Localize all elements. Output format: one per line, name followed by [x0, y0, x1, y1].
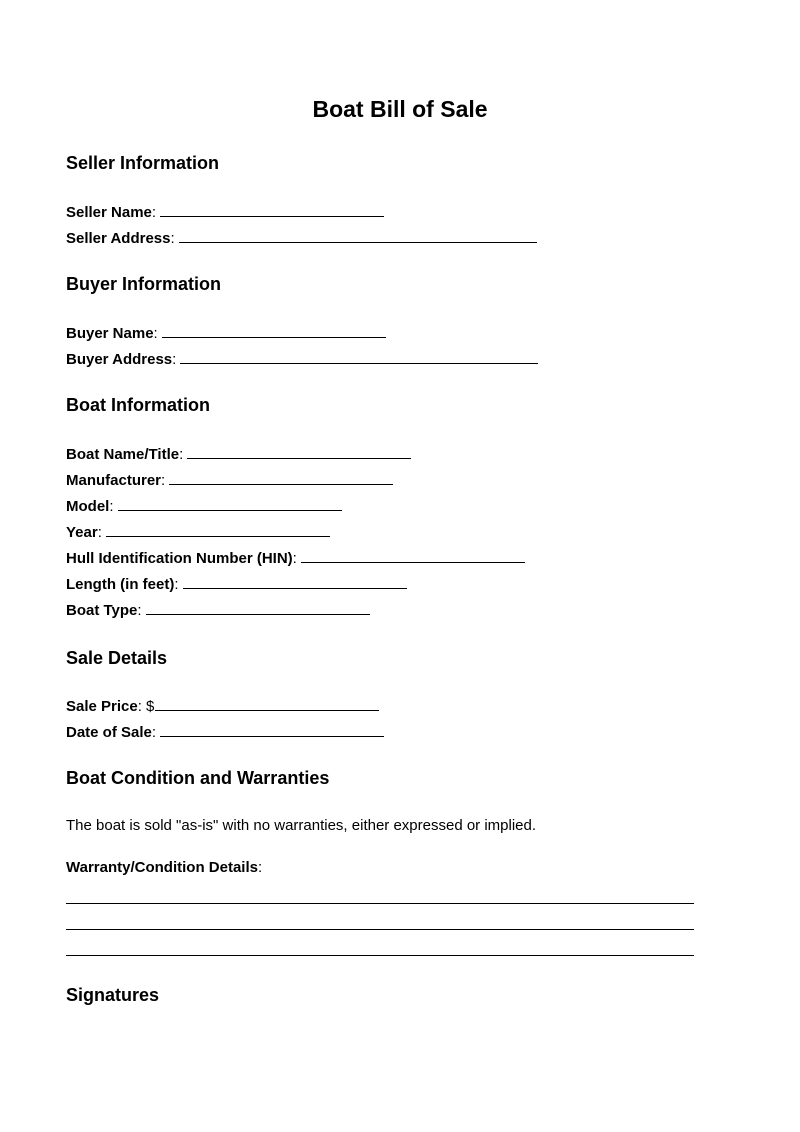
- boat-section-heading: Boat Information: [66, 395, 210, 415]
- seller-name-label: Seller Name: [66, 204, 152, 221]
- sale-price-prefix: : $: [137, 698, 155, 715]
- year-field[interactable]: [106, 521, 330, 537]
- warranty-details-colon: :: [257, 859, 263, 876]
- hin-row: [66, 547, 525, 569]
- sale-price-label: Sale Price: [66, 698, 138, 715]
- condition-section-heading: Boat Condition and Warranties: [66, 768, 330, 788]
- boat-name-field[interactable]: [187, 443, 411, 459]
- manufacturer-label: Manufacturer: [66, 472, 162, 489]
- boat-name-row: [66, 443, 411, 465]
- sale-price-field[interactable]: [155, 695, 379, 711]
- boat-name-label: Boat Name/Title: [66, 446, 180, 463]
- seller-name-row: [66, 201, 384, 223]
- model-label: Model: [66, 498, 110, 515]
- hin-field[interactable]: [301, 547, 525, 563]
- model-colon: :: [109, 498, 114, 515]
- length-colon: :: [174, 576, 179, 593]
- buyer-name-field[interactable]: [162, 322, 386, 338]
- warranty-details-line[interactable]: [66, 903, 694, 904]
- boat-name-colon: :: [179, 446, 184, 463]
- sale-date-label: Date of Sale: [66, 724, 152, 741]
- length-field[interactable]: [183, 573, 407, 589]
- seller-name-field[interactable]: [160, 201, 384, 217]
- buyer-name-row: [66, 322, 386, 344]
- model-field[interactable]: [118, 495, 342, 511]
- buyer-address-field[interactable]: [180, 348, 538, 364]
- sale-date-row: [66, 721, 384, 743]
- seller-address-field[interactable]: [179, 227, 537, 243]
- buyer-address-label: Buyer Address: [66, 351, 173, 368]
- seller-address-row: [66, 227, 537, 249]
- boat-type-field[interactable]: [146, 599, 370, 615]
- buyer-name-colon: :: [153, 325, 158, 342]
- as-is-statement: The boat is sold "as-is" with no warranties, either expressed or implied.: [66, 817, 537, 834]
- document-title: Boat Bill of Sale: [312, 96, 488, 122]
- manufacturer-colon: :: [161, 472, 166, 489]
- sale-date-field[interactable]: [160, 721, 384, 737]
- boat-type-colon: :: [137, 602, 142, 619]
- length-row: [66, 573, 407, 595]
- model-row: [66, 495, 342, 517]
- boat-type-label: Boat Type: [66, 602, 138, 619]
- buyer-address-colon: :: [172, 351, 177, 368]
- boat-type-row: [66, 599, 370, 621]
- warranty-details-line[interactable]: [66, 955, 694, 956]
- seller-address-colon: :: [170, 230, 175, 247]
- sale-date-colon: :: [151, 724, 157, 741]
- hin-colon: :: [292, 550, 297, 567]
- manufacturer-field[interactable]: [169, 469, 393, 485]
- buyer-section-heading: Buyer Information: [66, 274, 222, 294]
- seller-address-label: Seller Address: [66, 230, 171, 247]
- sale-section-heading: Sale Details: [66, 648, 168, 668]
- warranty-details-line[interactable]: [66, 929, 694, 930]
- buyer-name-label: Buyer Name: [66, 325, 154, 342]
- buyer-address-row: [66, 348, 538, 370]
- length-label: Length (in feet): [66, 576, 175, 593]
- seller-section-heading: Seller Information: [66, 153, 220, 173]
- year-label: Year: [66, 524, 98, 541]
- seller-name-colon: :: [151, 204, 157, 221]
- sale-price-row: [66, 695, 379, 717]
- warranty-details-label: Warranty/Condition Details: [66, 859, 258, 876]
- hin-label: Hull Identification Number (HIN): [66, 550, 293, 567]
- warranty-details-row: [66, 858, 262, 878]
- year-row: [66, 521, 330, 543]
- manufacturer-row: [66, 469, 393, 491]
- signatures-section-heading: Signatures: [66, 985, 160, 1005]
- year-colon: :: [97, 524, 102, 541]
